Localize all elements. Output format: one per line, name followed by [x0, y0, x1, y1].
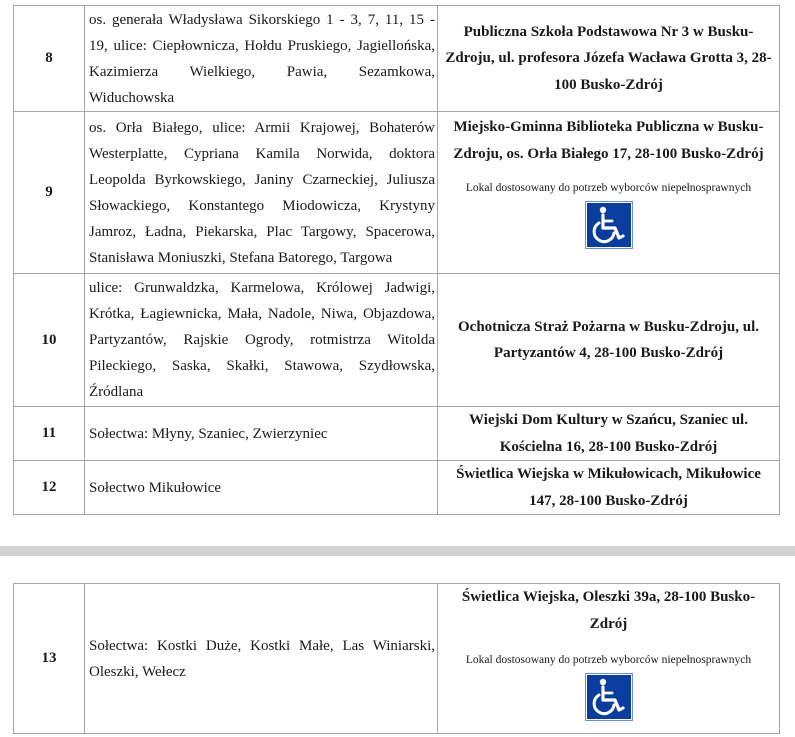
district-streets: Sołectwa: Kostki Duże, Kostki Małe, Las Winiarski, Oleszki, Wełecz	[85, 584, 438, 734]
polling-stations-table-part-1	[13, 5, 780, 515]
table-row	[14, 461, 780, 515]
polling-station-address: Świetlica Wiejska w Mikułowicach, Mikułowice 147, 28-100 Busko-Zdrój	[438, 461, 780, 515]
table-row	[14, 112, 780, 274]
polling-station-address: Miejsko-Gminna Biblioteka Publiczna w Busku-Zdroju, os. Orła Białego 17, 28-100 Busko-Zdrój	[453, 119, 764, 162]
polling-station-cell	[438, 112, 780, 274]
accessibility-note: Lokal dostosowany do potrzeb wyborców niepełnosprawnych	[465, 654, 752, 666]
district-streets: os. generała Władysława Sikorskiego 1 - 3, 7, 11, 15 - 19, ulice: Ciepłownicza, Hołdu Pruskiego, Jagiellońska, Kazimierza Wielkiego, Pawia, Sezamkowa, Widuchowska	[85, 6, 438, 112]
polling-station-address: Świetlica Wiejska, Oleszki 39a, 28-100 Busko-Zdrój	[461, 589, 756, 632]
district-number: 11	[14, 407, 85, 461]
page-break-separator	[0, 546, 795, 556]
district-streets: os. Orła Białego, ulice: Armii Krajowej, Bohaterów Westerplatte, Cypriana Kamila Norwida, doktora Leopolda Byrkowskiego, Janiny Czarneckiej, Juliusza Słowackiego, Konstantego Miodowicza, Krystyny Jamroz, Ładna, Piekarska, Plac Targowy, Spacerowa, Stanisława Moniuszki, Stefana Batorego, Targowa	[85, 112, 438, 274]
district-streets: Sołectwo Mikułowice	[85, 461, 438, 515]
table-row	[14, 407, 780, 461]
table-row	[14, 6, 780, 112]
district-number: 8	[14, 6, 85, 112]
accessibility-note: Lokal dostosowany do potrzeb wyborców niepełnosprawnych	[465, 182, 752, 194]
polling-station-address: Ochotnicza Straż Pożarna w Busku-Zdroju, ul. Partyzantów 4, 28-100 Busko-Zdrój	[438, 274, 780, 407]
polling-station-cell	[438, 584, 780, 734]
district-number: 13	[14, 584, 85, 734]
wheelchair-icon	[585, 201, 633, 249]
district-streets: Sołectwa: Młyny, Szaniec, Zwierzyniec	[85, 407, 438, 461]
polling-station-address: Publiczna Szkoła Podstawowa Nr 3 w Busku-Zdroju, ul. profesora Józefa Wacława Grotta 3, 28-100 Busko-Zdrój	[438, 6, 780, 112]
table-row	[14, 584, 780, 734]
district-number: 9	[14, 112, 85, 274]
polling-station-address: Wiejski Dom Kultury w Szańcu, Szaniec ul. Kościelna 16, 28-100 Busko-Zdrój	[438, 407, 780, 461]
district-number: 12	[14, 461, 85, 515]
table-row	[14, 274, 780, 407]
district-streets: ulice: Grunwaldzka, Karmelowa, Królowej Jadwigi, Krótka, Łagiewnicka, Mała, Nadole, Niwa, Objazdowa, Partyzantów, Rajskie Ogrody, rotmistrza Witolda Pileckiego, Saska, Skałki, Stawowa, Szydłowska, Źródlana	[85, 274, 438, 407]
district-number: 10	[14, 274, 85, 407]
polling-stations-table-part-2	[13, 583, 780, 734]
wheelchair-icon	[585, 673, 633, 721]
